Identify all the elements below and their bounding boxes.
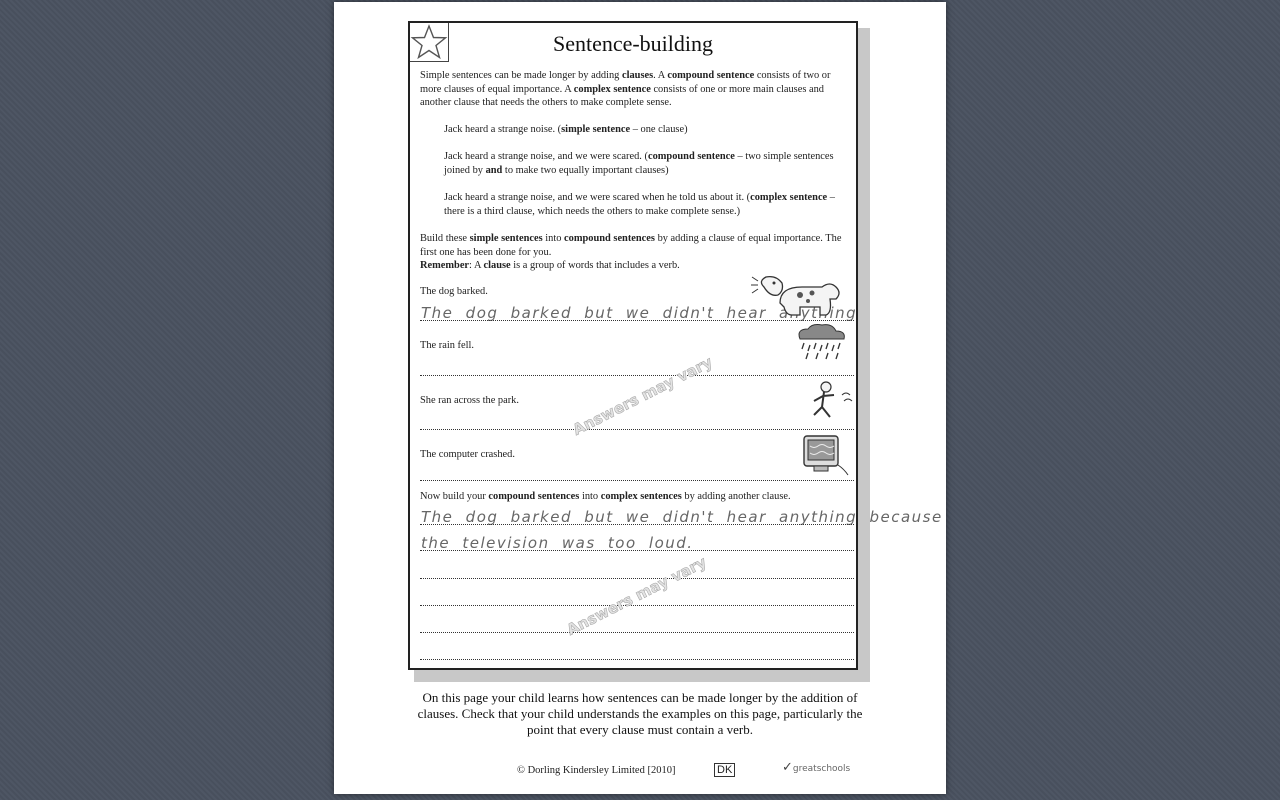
worksheet xyxy=(408,21,943,670)
answer-2-line2: the television was too loud. xyxy=(421,534,694,552)
computer-monitor-icon xyxy=(800,433,852,479)
answer-2-line1: The dog barked but we didn't hear anything because xyxy=(421,508,943,526)
copyright: © Dorling Kindersley Limited [2010] xyxy=(517,765,676,776)
complex-line-2[interactable] xyxy=(420,550,854,551)
example-compound: Jack heard a strange noise, and we were scared. (compound sentence – two simple sentences joined by and to make two equally important clauses) xyxy=(444,151,834,176)
intro-paragraph: Simple sentences can be made longer by adding clauses. A compound sentence consists of two or more clauses of equal importance. A complex sentence consists of one or more main clauses and another clause that needs the others to make complete sense. xyxy=(420,70,831,109)
complex-line-6[interactable] xyxy=(420,659,854,660)
greatschools-icon: ✓ xyxy=(782,760,793,775)
watermark: Answers may vary xyxy=(563,552,710,639)
caption-note: On this page your child learns how sentences can be made longer by the addition of clauses. Check that your child understands the examples on this page, particularly the point that every clause must contain a verb. xyxy=(417,690,863,737)
example-simple: Jack heard a strange noise. (simple sentence – one clause) xyxy=(444,124,688,135)
complex-line-5[interactable] xyxy=(420,632,854,633)
complex-line-1[interactable] xyxy=(420,524,854,525)
page-title: Sentence-building xyxy=(552,31,714,56)
example-complex: Jack heard a strange noise, and we were scared when he told us about it. (complex sentence – there is a third clause, which needs the others to make complete sense.) xyxy=(444,192,835,217)
complex-line-3[interactable] xyxy=(420,578,854,579)
rain-cloud-icon xyxy=(794,323,850,363)
running-girl-icon xyxy=(806,379,856,423)
answer-1: The dog barked but we didn't hear anything xyxy=(421,304,858,322)
greatschools-logo: ✓greatschools xyxy=(782,760,851,775)
dk-logo: DK xyxy=(714,763,735,777)
sentence-1: The dog barked. xyxy=(420,286,488,297)
answer-line-3[interactable] xyxy=(420,429,854,430)
answer-line-2[interactable] xyxy=(420,375,854,376)
sentence-2: The rain fell. xyxy=(420,340,474,351)
instructions-2: Now build your compound sentences into complex sentences by adding another clause. xyxy=(420,491,791,502)
watermark: Answers may vary xyxy=(569,352,716,439)
sentence-3: She ran across the park. xyxy=(420,395,519,406)
answer-line-4[interactable] xyxy=(420,480,854,481)
sentence-4: The computer crashed. xyxy=(420,449,515,460)
barking-dog-icon xyxy=(750,273,846,321)
instructions-1: Build these simple sentences into compound sentences by adding a clause of equal importance. The first one has been done for you. Remember: A clause is a group of words that includes a verb. xyxy=(420,233,842,272)
